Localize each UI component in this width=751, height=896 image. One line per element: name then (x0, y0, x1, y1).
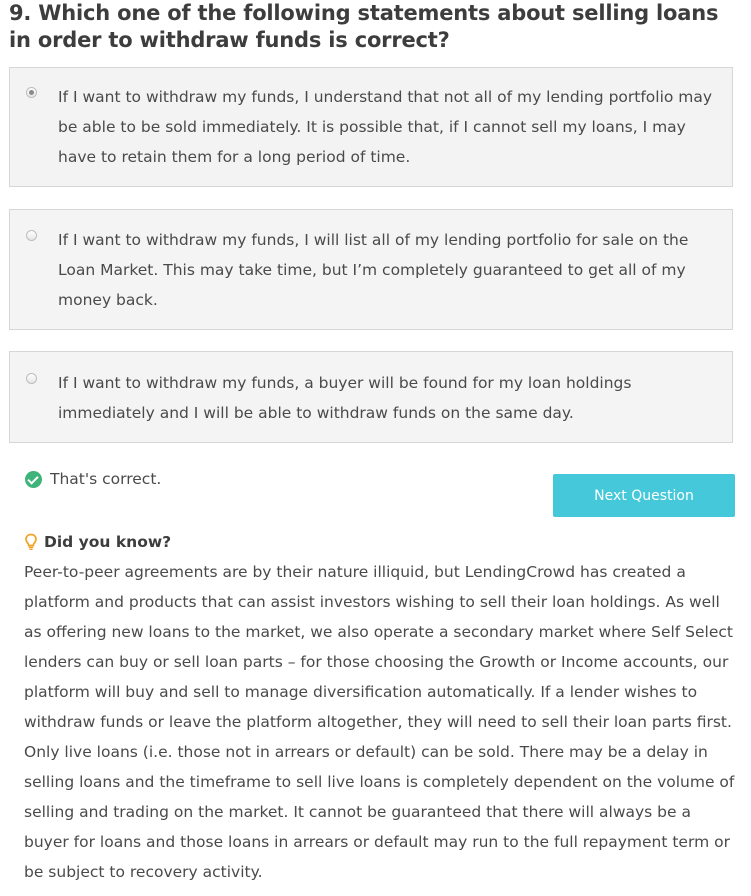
answer-option-3[interactable] (9, 351, 733, 443)
radio-button[interactable] (26, 230, 37, 241)
answer-option-2[interactable] (9, 209, 733, 330)
radio-button[interactable] (26, 373, 37, 384)
feedback-message (25, 466, 161, 492)
lightbulb-icon (24, 533, 38, 551)
next-question-button[interactable]: Next Question (553, 474, 735, 517)
answer-option-text: If I want to withdraw my funds, a buyer will be found for my loan holdings immediately and I will be able to withdraw funds on the same day. (58, 374, 632, 422)
explanation-text: Peer-to-peer agreements are by their nature illiquid, but LendingCrowd has created a platform and products that can assist investors wishing to sell their loan holdings. As well as offering new loans to the market, we also operate a secondary market where Self Select lenders can buy or sell loan parts – for those choosing the Growth or Income accounts, our platform will buy and sell to manage diversification automatically. If a lender wishes to withdraw funds or leave the platform altogether, they will need to sell their loan parts first. Only live loans (i.e. those not in arrears or default) can be sold. There may be a delay in selling loans and the timeframe to sell live loans is completely dependent on the volume of selling and trading on the market. It cannot be guaranteed that there will always be a buyer for loans and those loans in arrears or default may run to the full repayment term or be subject to recovery activity. (24, 563, 735, 881)
answer-option-text: If I want to withdraw my funds, I will list all of my lending portfolio for sale on the Loan Market. This may take time, but I’m completely guaranteed to get all of my money back. (58, 231, 689, 309)
answer-option-text: If I want to withdraw my funds, I understand that not all of my lending portfolio may be able to be sold immediately. It is possible that, if I cannot sell my loans, I may have to retain them for a long period of time. (58, 88, 713, 166)
check-circle-icon (25, 471, 42, 488)
feedback-text: That's correct. (50, 470, 162, 488)
did-you-know-heading (24, 530, 171, 554)
radio-button-selected[interactable] (26, 87, 37, 98)
question-title: 9. Which one of the following statements about selling loans in order to withdraw funds is correct? (9, 1, 719, 52)
did-you-know-title: Did you know? (44, 533, 172, 551)
answer-option-1[interactable] (9, 67, 733, 187)
